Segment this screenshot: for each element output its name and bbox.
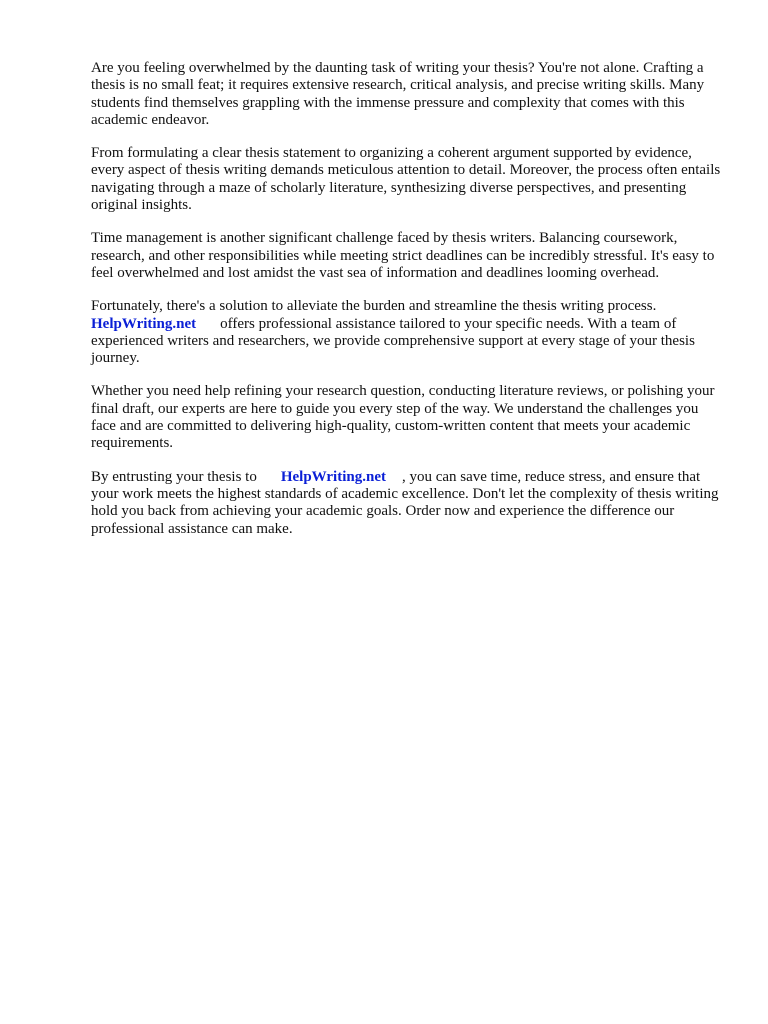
paragraph-conclusion-lead: By entrusting your thesis to: [91, 468, 257, 485]
paragraph-conclusion: [91, 469, 723, 538]
paragraph-solution-rest: offers professional assistance tailored to your specific needs. With a team of experienced writers and researchers, we provide comprehensive support at every stage of your thesis journey.: [91, 315, 695, 367]
document-body: [91, 60, 723, 554]
paragraph-conclusion-rest: , you can save time, reduce stress, and ensure that your work meets the highest standards of academic excellence. Don't let the complexity of thesis writing hold you back from achieving your academic goals. Order now and experience the difference our professional assistance can make.: [91, 468, 719, 537]
helpwriting-link[interactable]: HelpWriting.net: [91, 315, 197, 332]
paragraph-solution-lead: Fortunately, there's a solution to alleviate the burden and streamline the thesis writing process.: [91, 298, 657, 315]
paragraph-challenges: From formulating a clear thesis statement to organizing a coherent argument supported by evidence, every aspect of thesis writing demands meticulous attention to detail. Moreover, the process often entails navigating through a maze of scholarly literature, synthesizing diverse perspectives, and presenting original insights.: [91, 145, 721, 214]
paragraph-solution: [91, 298, 723, 367]
helpwriting-link-2[interactable]: HelpWriting.net: [280, 468, 386, 485]
paragraph-help: Whether you need help refining your research question, conducting literature reviews, or polishing your final draft, our experts are here to guide you every step of the way. We understand the challenges you face and are committed to delivering high-quality, custom-written content that meets your academic requirements.: [91, 383, 715, 452]
paragraph-intro: Are you feeling overwhelmed by the daunting task of writing your thesis? You're not alone. Crafting a thesis is no small feat; it requires extensive research, critical analysis, and precise writing skills. Many students find themselves grappling with the immense pressure and complexity that comes with this academic endeavor.: [91, 60, 705, 128]
paragraph-time-management: Time management is another significant challenge faced by thesis writers. Balancing coursework, research, and other responsibilities while meeting strict deadlines can be incredibly stressful. It's easy to feel overwhelmed and lost amidst the vast sea of information and deadlines looming overhead.: [91, 230, 715, 281]
